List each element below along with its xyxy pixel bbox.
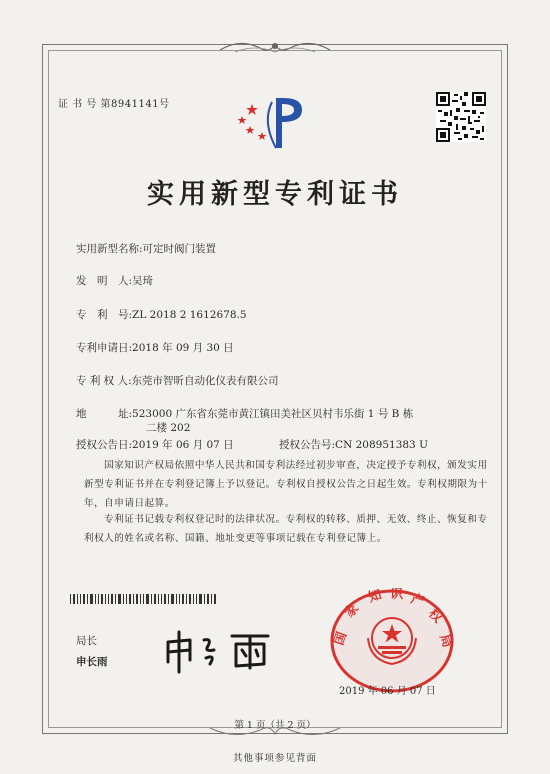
grant-number-label: 授权公告号: bbox=[279, 439, 336, 451]
body-paragraph-2: 专利证书记载专利权登记时的法律状况。专利权的转移、质押、无效、终止、恢复和专利权人的姓名或名称、国籍、地址变更等事项记载在专利登记簿上。 bbox=[84, 514, 488, 544]
grant-number-value: CN 208951383 U bbox=[335, 439, 428, 451]
patentee-value: 东莞市智昕自动化仪表有限公司 bbox=[131, 375, 279, 387]
utility-model-name-value: 可定时阀门装置 bbox=[142, 243, 217, 255]
address-row bbox=[76, 406, 413, 421]
footer-note: 其他事项参见背面 bbox=[232, 753, 317, 764]
top-ornament bbox=[215, 36, 335, 58]
patent-number-row bbox=[76, 307, 247, 322]
filing-date-label: 专利申请日: bbox=[76, 342, 133, 354]
patent-number-value: ZL 2018 2 1612678.5 bbox=[132, 309, 247, 321]
patent-number-label: 专 利 号: bbox=[76, 309, 133, 321]
director-title: 局长 bbox=[76, 635, 97, 647]
filing-date-row bbox=[76, 340, 234, 355]
cnipa-logo-icon bbox=[232, 92, 318, 154]
body-paragraph-1: 国家知识产权局依照中华人民共和国专利法经过初步审查，决定授予专利权，颁发实用新型专利证书并在专利登记簿上予以登记。专利权自授权公告之日起生效。专利权期限为十年，自申请日起算。 bbox=[84, 460, 488, 509]
certificate-number: 证 书 号 第8941141号 bbox=[58, 99, 170, 110]
seal-date: 2019 年 06 月 07 日 bbox=[339, 686, 436, 697]
bottom-ornament bbox=[205, 720, 345, 742]
filing-date-value: 2018 年 09 月 30 日 bbox=[132, 342, 234, 354]
inventor-label: 发 明 人: bbox=[76, 275, 133, 287]
address-value-line1: 523000 广东省东莞市黄江镇田美社区贝村韦乐街 1 号 B 栋 bbox=[132, 408, 414, 420]
page-number: 第 1 页（共 2 页） bbox=[234, 720, 316, 731]
handwritten-signature bbox=[160, 628, 280, 674]
director-name: 申长雨 bbox=[76, 656, 108, 668]
grant-date-row bbox=[76, 437, 234, 452]
patentee-label: 专 利 权 人: bbox=[76, 375, 132, 387]
grant-number-row bbox=[279, 437, 428, 452]
inventor-row bbox=[76, 273, 153, 288]
official-seal bbox=[328, 588, 456, 694]
patentee-row bbox=[76, 373, 279, 388]
svg-text:权: 权 bbox=[425, 606, 445, 627]
qr-code bbox=[436, 92, 486, 142]
grant-date-value: 2019 年 06 月 07 日 bbox=[132, 439, 234, 451]
grant-date-label: 授权公告日: bbox=[76, 439, 133, 451]
utility-model-name-row bbox=[76, 241, 216, 256]
address-value-line2: 二楼 202 bbox=[146, 422, 191, 434]
address-label: 地 址: bbox=[76, 408, 133, 420]
certificate-title: 实用新型专利证书 bbox=[147, 179, 403, 210]
utility-model-name-label: 实用新型名称: bbox=[76, 243, 143, 255]
svg-text:产: 产 bbox=[408, 591, 426, 610]
svg-text:局: 局 bbox=[436, 632, 455, 650]
svg-text:家: 家 bbox=[342, 601, 363, 621]
barcode bbox=[70, 594, 216, 604]
svg-text:国: 国 bbox=[331, 630, 351, 648]
svg-text:识: 识 bbox=[390, 588, 404, 602]
inventor-value: 吴琦 bbox=[132, 275, 154, 287]
svg-text:知: 知 bbox=[366, 588, 384, 606]
